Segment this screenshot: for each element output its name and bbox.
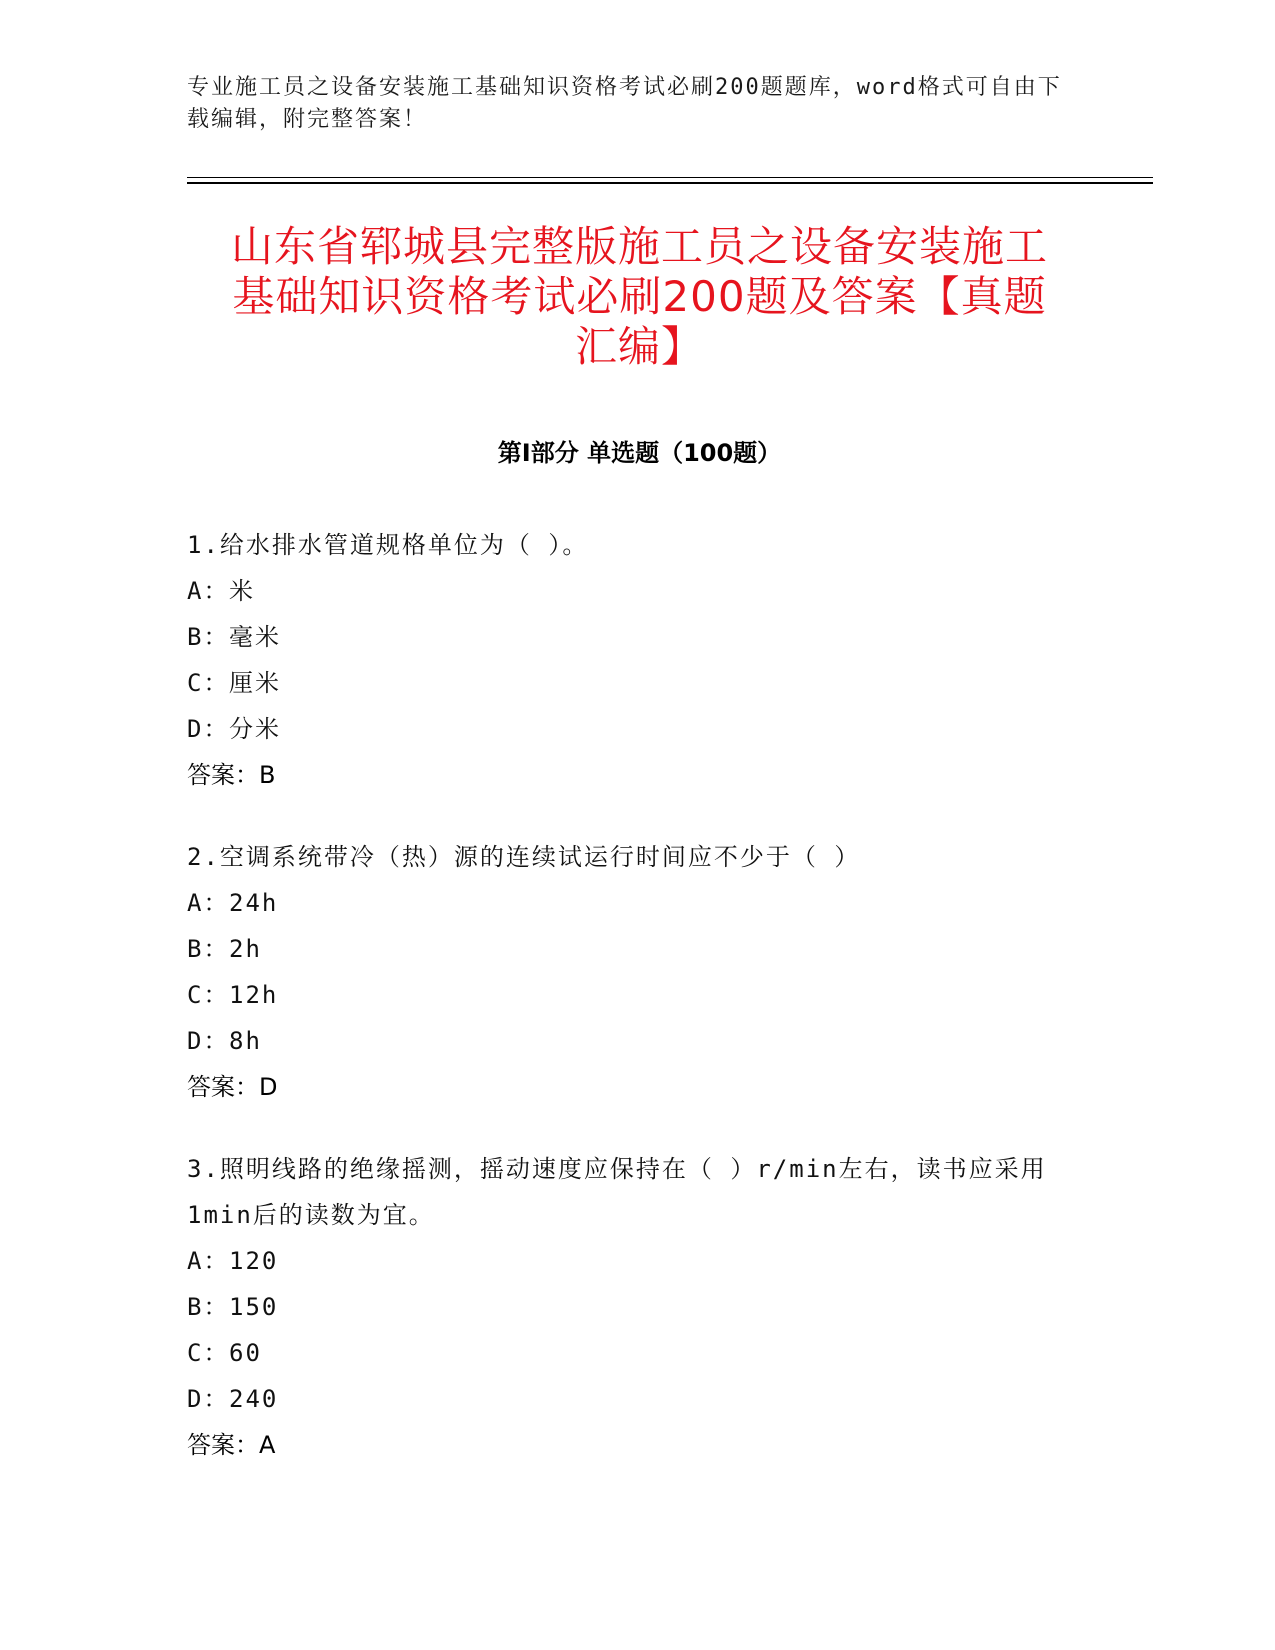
answer: 答案：B [187,761,276,789]
option-c [187,1330,1067,1376]
option-letter: C： [187,981,230,1009]
title-line-2: 基础知识资格考试必刷200题及答案【真题 [232,272,1047,321]
question-list [187,522,1067,1504]
option-letter: A： [187,577,230,605]
section-title: 第Ⅰ部分 单选题（100题） [497,439,782,467]
option-text: 8h [229,1027,262,1055]
answer: 答案：D [187,1073,278,1101]
option-letter: B： [187,623,230,651]
option-letter: D： [187,715,230,743]
option-c [187,972,1067,1018]
option-b [187,926,1067,972]
question-2 [187,834,1067,1110]
option-a [187,880,1067,926]
header-divider-top [187,177,1153,178]
answer: 答案：A [187,1431,276,1459]
option-b [187,1284,1067,1330]
option-letter: A： [187,1247,230,1275]
option-letter: B： [187,1293,230,1321]
option-c [187,660,1067,706]
title-line-3: 汇编】 [574,322,704,371]
option-text: 分米 [229,715,281,743]
header-note: 专业施工员之设备安装施工基础知识资格考试必刷200题题库，word格式可自由下载编辑，附完整答案！ [187,75,1062,132]
option-letter: D： [187,1385,230,1413]
option-letter: C： [187,669,230,697]
option-letter: B： [187,935,230,963]
option-text: 毫米 [229,623,281,651]
option-text: 12h [229,981,279,1009]
option-text: 24h [229,889,279,917]
option-letter: C： [187,1339,230,1367]
option-text: 2h [229,935,262,963]
option-text: 240 [229,1385,279,1413]
header-divider-bottom [187,182,1153,184]
option-text: 120 [229,1247,279,1275]
option-text: 150 [229,1293,279,1321]
option-a [187,1238,1067,1284]
option-text: 厘米 [229,669,281,697]
question-stem: 3.照明线路的绝缘摇测，摇动速度应保持在（ ）r/min左右，读书应采用1min后的读数为宜。 [187,1155,1047,1229]
option-letter: D： [187,1027,230,1055]
title-line-1: 山东省郓城县完整版施工员之设备安装施工 [230,222,1048,271]
document-title [187,222,1092,372]
question-1 [187,522,1067,798]
question-stem: 2.空调系统带冷（热）源的连续试运行时间应不少于（ ） [187,843,861,871]
option-letter: A： [187,889,230,917]
question-stem: 1.给水排水管道规格单位为（ ）。 [187,531,589,559]
option-a [187,568,1067,614]
option-d [187,1376,1067,1422]
option-d [187,1018,1067,1064]
option-d [187,706,1067,752]
option-text: 60 [229,1339,262,1367]
option-b [187,614,1067,660]
option-text: 米 [229,577,255,605]
question-3 [187,1146,1067,1468]
